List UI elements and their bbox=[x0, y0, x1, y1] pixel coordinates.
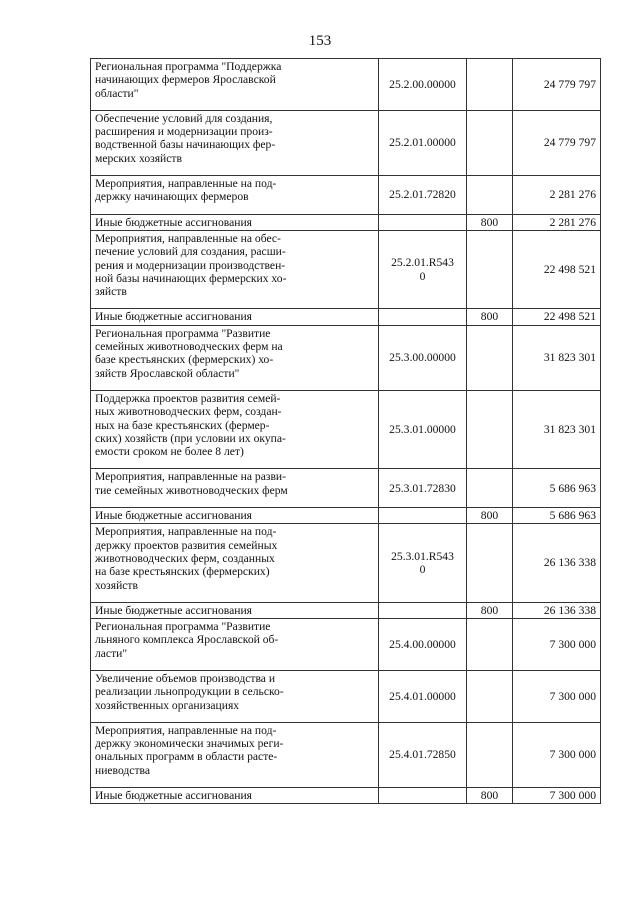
table-row bbox=[91, 602, 601, 618]
row-code-line: 25.4.01.00000 bbox=[389, 689, 456, 703]
row-name-line: животноводческих ферм, созданных bbox=[95, 551, 275, 565]
table-row bbox=[91, 524, 601, 602]
row-code-line: 25.3.00.00000 bbox=[389, 351, 456, 365]
row-name-line: печение условий для создания, расши- bbox=[95, 245, 286, 259]
row-name-line: ональных программ в области расте- bbox=[95, 750, 278, 764]
row-name-cell bbox=[91, 390, 379, 468]
row-sum-cell: 24 779 797 bbox=[513, 110, 601, 175]
row-name-cell bbox=[91, 230, 379, 308]
row-sum-cell: 5 686 963 bbox=[513, 469, 601, 508]
row-name-line: расширения и модернизации произ- bbox=[95, 125, 273, 139]
table-row bbox=[91, 110, 601, 175]
row-name-line: водственной базы начинающих фер- bbox=[95, 138, 276, 152]
row-name-line: держку начинающих фермеров bbox=[95, 190, 249, 204]
row-code-line: 25.3.01.R543 bbox=[391, 549, 454, 563]
row-name-line: области" bbox=[95, 86, 139, 100]
row-name-line: ных на базе крестьянских (фермер- bbox=[95, 418, 270, 432]
row-name-cell bbox=[91, 214, 379, 230]
row-code-cell bbox=[379, 722, 467, 787]
row-code-line: 0 bbox=[419, 269, 426, 283]
row-name-line: Мероприятия, направленные на обес- bbox=[95, 231, 281, 245]
row-name-line: Поддержка проектов развития семей- bbox=[95, 391, 281, 405]
row-name-line: ниеводства bbox=[95, 763, 150, 777]
row-sum-cell: 26 136 338 bbox=[513, 602, 601, 618]
row-sum-cell: 24 779 797 bbox=[513, 59, 601, 111]
table-row bbox=[91, 176, 601, 215]
row-name-line: Мероприятия, направленные на под- bbox=[95, 723, 277, 737]
row-name-cell bbox=[91, 670, 379, 722]
row-name-line: мерских хозяйств bbox=[95, 151, 182, 165]
row-expense-type-cell bbox=[467, 469, 513, 508]
row-name-cell bbox=[91, 469, 379, 508]
row-code-cell bbox=[379, 469, 467, 508]
row-name-cell bbox=[91, 59, 379, 111]
row-name-line: Мероприятия, направленные на под- bbox=[95, 177, 277, 191]
row-code-line: 25.3.01.00000 bbox=[389, 423, 456, 437]
row-name-line: Региональная программа "Развитие bbox=[95, 620, 271, 634]
table-row bbox=[91, 508, 601, 524]
row-name-line: рения и модернизации производствен- bbox=[95, 258, 286, 272]
row-code-cell bbox=[379, 230, 467, 308]
row-code-line: 0 bbox=[419, 563, 426, 577]
row-code-cell bbox=[379, 59, 467, 111]
row-name-line: начинающих фермеров Ярославской bbox=[95, 73, 276, 87]
row-name-line: Мероприятия, направленные на под- bbox=[95, 525, 277, 539]
row-name-line: ных животноводческих ферм, создан- bbox=[95, 405, 282, 419]
row-sum-cell: 7 300 000 bbox=[513, 619, 601, 671]
row-expense-type-cell bbox=[467, 670, 513, 722]
row-code-line: 25.3.01.72830 bbox=[389, 481, 456, 495]
row-code-cell bbox=[379, 176, 467, 215]
row-expense-type-cell bbox=[467, 230, 513, 308]
row-sum-cell: 5 686 963 bbox=[513, 508, 601, 524]
row-name-line: Иные бюджетные ассигнования bbox=[95, 509, 252, 523]
row-name-line: Иные бюджетные ассигнования bbox=[95, 789, 252, 803]
row-name-line: держку экономически значимых реги- bbox=[95, 737, 284, 751]
row-expense-type-cell bbox=[467, 619, 513, 671]
row-code-cell bbox=[379, 670, 467, 722]
row-sum-cell: 7 300 000 bbox=[513, 788, 601, 804]
row-code-cell bbox=[379, 214, 467, 230]
row-name-cell bbox=[91, 788, 379, 804]
page-number: 153 bbox=[308, 33, 332, 49]
table-row bbox=[91, 619, 601, 671]
row-code-line: 25.2.00.00000 bbox=[389, 77, 456, 91]
row-name-cell bbox=[91, 508, 379, 524]
row-name-line: ских) хозяйств (при условии их окупа- bbox=[95, 431, 286, 445]
row-name-line: хозяйств bbox=[95, 578, 138, 592]
row-sum-cell: 26 136 338 bbox=[513, 524, 601, 602]
row-name-line: реализации льнопродукции в сельско- bbox=[95, 685, 284, 699]
row-code-cell bbox=[379, 325, 467, 390]
row-expense-type-cell bbox=[467, 110, 513, 175]
row-code-line: 25.2.01.R543 bbox=[391, 256, 454, 270]
row-name-line: Региональная программа "Развитие bbox=[95, 326, 271, 340]
row-sum-cell: 31 823 301 bbox=[513, 325, 601, 390]
row-name-line: ной базы начинающих фермерских хо- bbox=[95, 271, 287, 285]
row-sum-cell: 7 300 000 bbox=[513, 670, 601, 722]
row-name-cell bbox=[91, 325, 379, 390]
table-row bbox=[91, 469, 601, 508]
row-code-cell bbox=[379, 508, 467, 524]
table-row bbox=[91, 230, 601, 308]
row-expense-type-cell: 800 bbox=[467, 508, 513, 524]
row-expense-type-cell: 800 bbox=[467, 788, 513, 804]
row-expense-type-cell: 800 bbox=[467, 214, 513, 230]
row-code-line: 25.2.01.72820 bbox=[389, 188, 456, 202]
row-name-cell bbox=[91, 309, 379, 325]
row-code-cell bbox=[379, 619, 467, 671]
row-name-cell bbox=[91, 619, 379, 671]
row-name-line: базе крестьянских (фермерских) хо- bbox=[95, 353, 274, 367]
table-row bbox=[91, 390, 601, 468]
row-sum-cell: 7 300 000 bbox=[513, 722, 601, 787]
row-sum-cell: 22 498 521 bbox=[513, 230, 601, 308]
row-name-line: Обеспечение условий для создания, bbox=[95, 111, 273, 125]
row-expense-type-cell bbox=[467, 722, 513, 787]
budget-table bbox=[90, 58, 601, 804]
row-code-cell bbox=[379, 602, 467, 618]
row-name-cell bbox=[91, 722, 379, 787]
row-name-line: льняного комплекса Ярославской об- bbox=[95, 633, 279, 647]
row-name-line: зяйств Ярославской области" bbox=[95, 366, 240, 380]
table-row bbox=[91, 788, 601, 804]
row-name-cell bbox=[91, 524, 379, 602]
table-row bbox=[91, 670, 601, 722]
row-code-cell bbox=[379, 309, 467, 325]
row-name-line: ласти" bbox=[95, 646, 128, 660]
row-code-line: 25.4.00.00000 bbox=[389, 637, 456, 651]
row-expense-type-cell: 800 bbox=[467, 309, 513, 325]
row-expense-type-cell bbox=[467, 524, 513, 602]
row-name-line: на базе крестьянских (фермерских) bbox=[95, 565, 270, 579]
row-name-line: Региональная программа "Поддержка bbox=[95, 60, 282, 73]
budget-table-body bbox=[91, 59, 601, 804]
table-row bbox=[91, 722, 601, 787]
row-name-cell bbox=[91, 110, 379, 175]
row-sum-cell: 31 823 301 bbox=[513, 390, 601, 468]
row-sum-cell: 22 498 521 bbox=[513, 309, 601, 325]
row-code-cell bbox=[379, 788, 467, 804]
row-expense-type-cell bbox=[467, 176, 513, 215]
row-sum-cell: 2 281 276 bbox=[513, 176, 601, 215]
row-name-line: тие семейных животноводческих ферм bbox=[95, 483, 288, 497]
table-row bbox=[91, 59, 601, 111]
row-name-line: Иные бюджетные ассигнования bbox=[95, 603, 252, 617]
row-expense-type-cell: 800 bbox=[467, 602, 513, 618]
row-code-cell bbox=[379, 390, 467, 468]
row-code-cell bbox=[379, 110, 467, 175]
row-code-cell bbox=[379, 524, 467, 602]
row-code-line: 25.2.01.00000 bbox=[389, 136, 456, 150]
row-name-line: зяйств bbox=[95, 285, 127, 299]
row-expense-type-cell bbox=[467, 325, 513, 390]
row-name-line: семейных животноводческих ферм на bbox=[95, 340, 283, 354]
table-row bbox=[91, 325, 601, 390]
row-expense-type-cell bbox=[467, 59, 513, 111]
row-sum-cell: 2 281 276 bbox=[513, 214, 601, 230]
row-name-line: Иные бюджетные ассигнования bbox=[95, 310, 252, 324]
row-name-line: держку проектов развития семейных bbox=[95, 538, 278, 552]
row-name-line: хозяйственных организациях bbox=[95, 698, 240, 712]
row-name-cell bbox=[91, 602, 379, 618]
row-name-line: Иные бюджетные ассигнования bbox=[95, 215, 252, 229]
row-name-cell bbox=[91, 176, 379, 215]
row-name-line: Увеличение объемов производства и bbox=[95, 671, 276, 685]
row-name-line: емости сроком не более 8 лет) bbox=[95, 445, 244, 459]
row-name-line: Мероприятия, направленные на разви- bbox=[95, 470, 286, 484]
table-row bbox=[91, 309, 601, 325]
table-row bbox=[91, 214, 601, 230]
row-code-line: 25.4.01.72850 bbox=[389, 748, 456, 762]
row-expense-type-cell bbox=[467, 390, 513, 468]
